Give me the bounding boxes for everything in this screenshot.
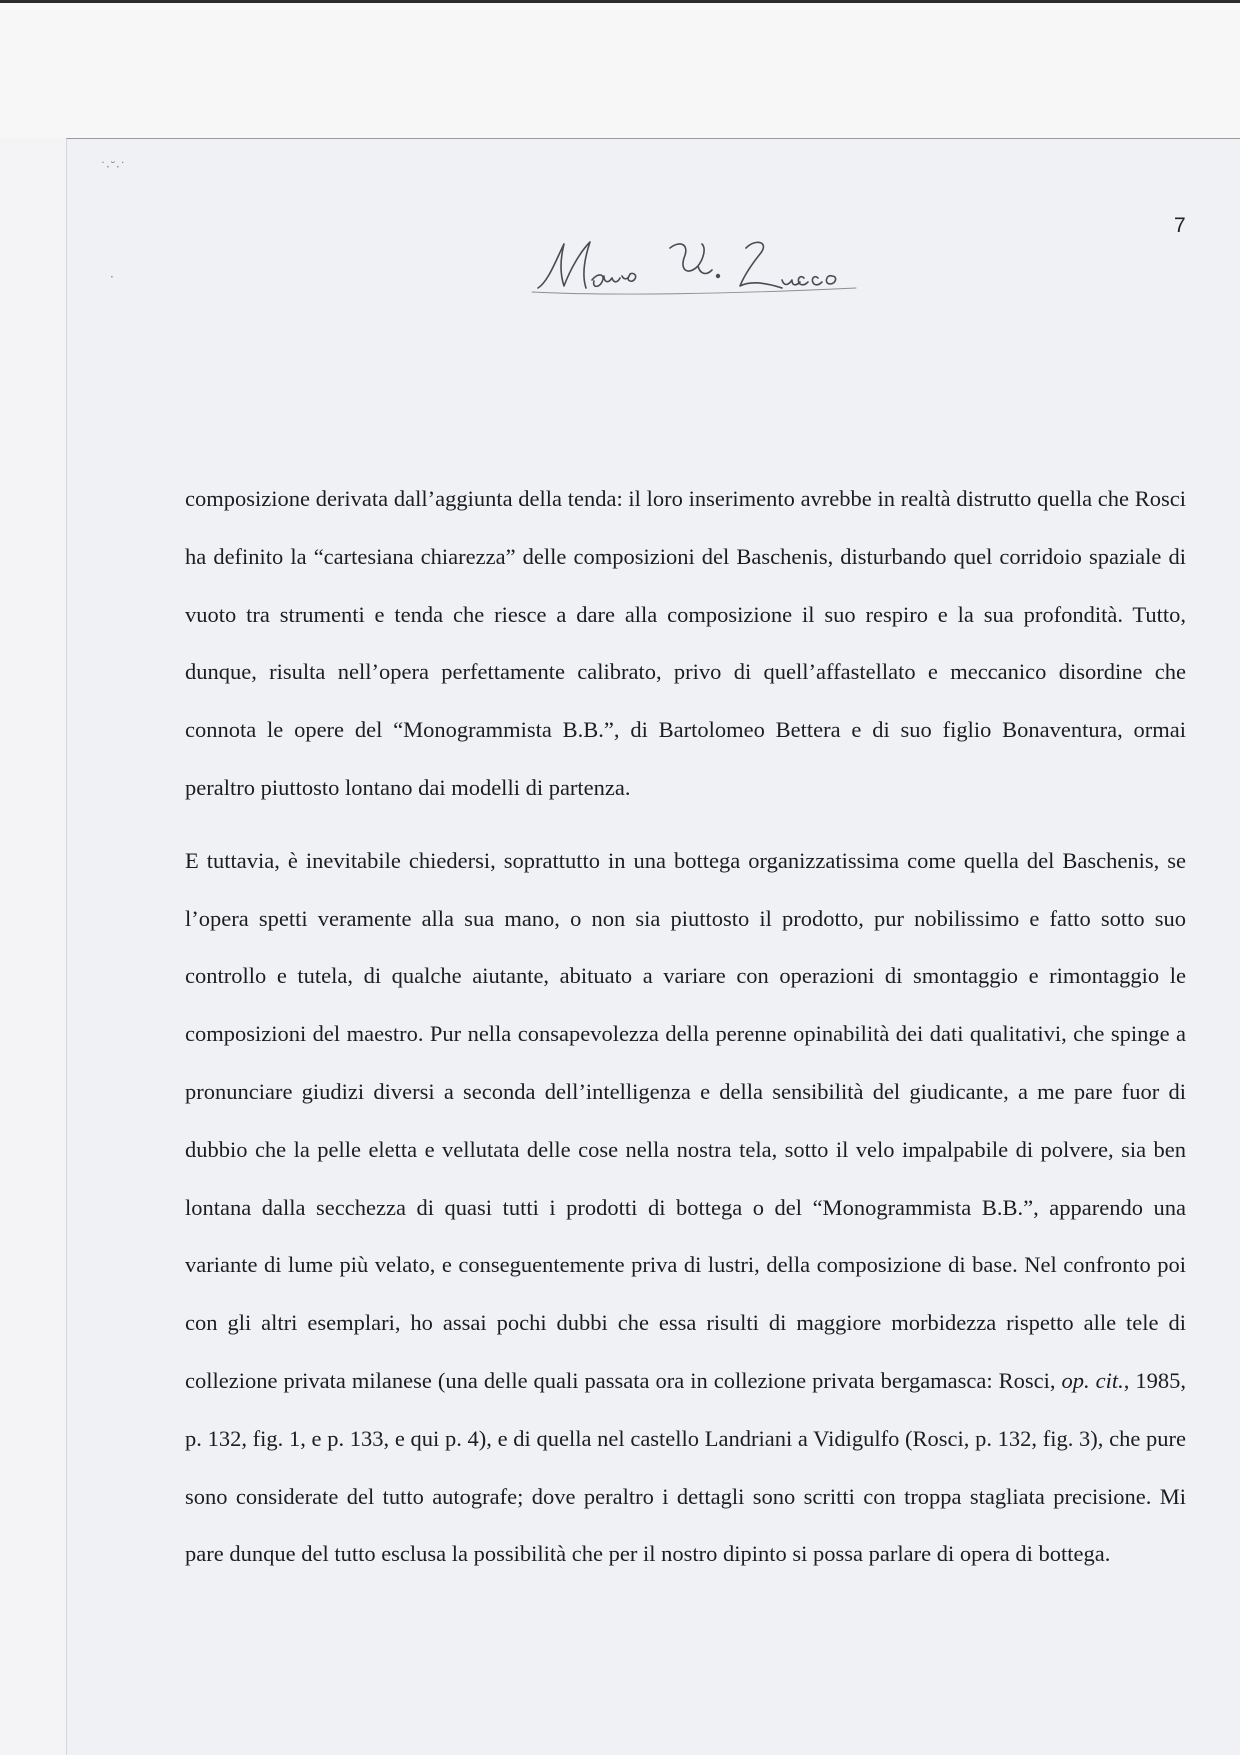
paragraph	[185, 832, 1186, 1583]
text-run: , 1985, p. 132, fig. 1, e p. 133, e qui p. 4), e di quella nel castello Landriani a Vidigulfo (Rosci, p. 132, fig. 3), che pure sono considerate del tutto autografe; dove peraltro i dettagli sono scritti con troppa stagliata precisione. Mi pare dunque del tutto esclusa la possibilità che per il nostro dipinto si possa parlare di opera di bottega.	[185, 1367, 1186, 1567]
letterhead-signature-logo	[530, 230, 860, 300]
letter-body	[185, 470, 1186, 1583]
citation-italic: op. cit.	[1061, 1367, 1124, 1393]
scan-speck: ˙·˘·˙	[100, 160, 126, 174]
text-run: E tuttavia, è inevitabile chiedersi, soprattutto in una bottega organizzatissima come quella del Baschenis, se l’opera spetti veramente alla sua mano, o non sia piuttosto il prodotto, pur nobilissimo e fatto sotto suo controllo e tutela, di qualche aiutante, abituato a variare con operazioni di smontaggio e rimontaggio le composizioni del maestro. Pur nella consapevolezza della perenne opinabilità dei dati qualitativi, che spinge a pronunciare giudizi diversi a seconda dell’intelligenza e della sensibilità del giudicante, a me pare fuor di dubbio che la pelle eletta e vellutata delle cose nella nostra tela, sotto il velo impalpabile di polvere, sia ben lontana dalla secchezza di quasi tutti i prodotti di bottega o del “Monogrammista B.B.”, apparendo una variante di lume più velato, e conseguentemente priva di lustri, della composizione di base. Nel confronto poi con gli altri esemplari, ho assai pochi dubbi che essa risulti di maggiore morbidezza rispetto alle tele di collezione privata milanese (una delle quali passata ora in collezione privata bergamasca: Rosci,	[185, 847, 1186, 1393]
scan-background	[0, 0, 1240, 138]
text-run: composizione derivata dall’aggiunta della tenda: il loro inserimento avrebbe in realtà distrutto quella che Rosci ha definito la “cartesiana chiarezza” delle composizioni del Baschenis, disturbando quel corridoio spaziale di vuoto tra strumenti e tenda che riesce a dare alla composizione il suo respiro e la sua profondità. Tutto, dunque, risulta nell’opera perfettamente calibrato, privo di quell’affastellato e meccanico disordine che connota le opere del “Monogrammista B.B.”, di Bartolomeo Bettera e di suo figlio Bonaventura, ormai peraltro piuttosto lontano dai modelli di partenza.	[185, 486, 1186, 800]
page-number: 7	[1174, 214, 1186, 237]
scan-speck: ·	[110, 270, 114, 284]
paragraph	[185, 470, 1186, 817]
scan-edge-line	[0, 0, 1240, 3]
